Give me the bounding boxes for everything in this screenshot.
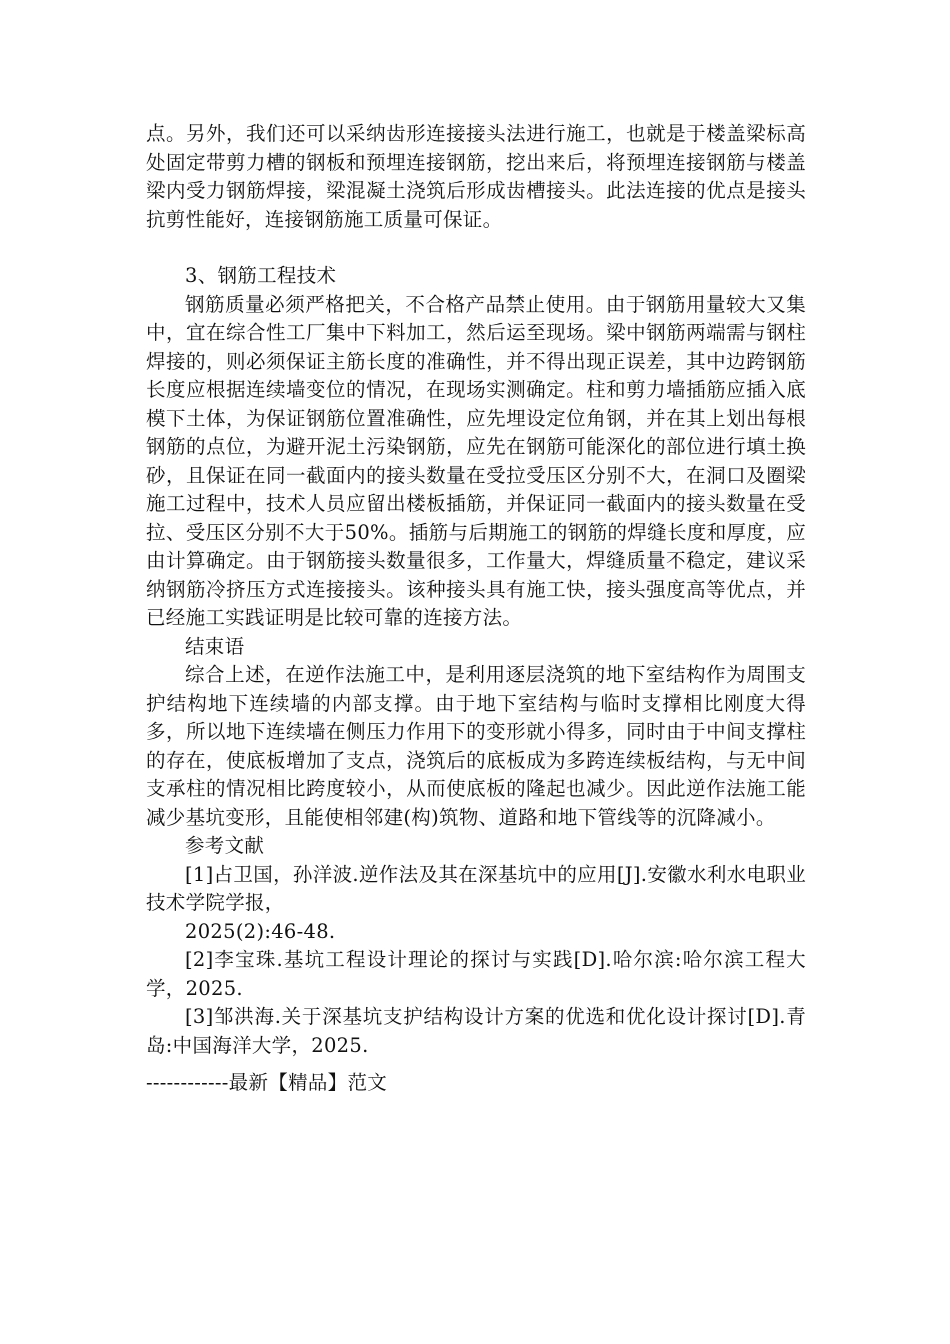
reference-item-1: [1]占卫国，孙洋波.逆作法及其在深基坑中的应用[J].安徽水利水电职业技术学院学报，	[146, 862, 806, 914]
section-heading-references: 参考文献	[185, 834, 265, 857]
paragraph-joint-method: 点。另外，我们还可以采纳齿形连接接头法进行施工，也就是于楼盖梁标高处固定带剪力槽的钢板和预埋连接钢筋，挖出来后，将预埋连接钢筋与楼盖梁内受力钢筋焊接，梁混凝土浇筑后形成齿槽接头。此法连接的优点是接头抗剪性能好，连接钢筋施工质量可保证。	[146, 122, 806, 231]
reference-item-1-pages: 2025(2):46-48.	[185, 919, 336, 943]
section-heading-steel: 3、钢筋工程技术	[185, 264, 337, 287]
reference-item-3: [3]邹洪海.关于深基坑支护结构设计方案的优选和优化设计探讨[D].青岛:中国海洋大学，2025.	[146, 1005, 806, 1057]
paragraph-conclusion: 综合上述，在逆作法施工中，是利用逐层浇筑的地下室结构作为周围支护结构地下连续墙的内部支撑。由于地下室结构与临时支撑相比刚度大得多，所以地下连续墙在侧压力作用下的变形就小得多，同时由于中间支撑柱的存在，使底板增加了支点，浇筑后的底板成为多跨连续板结构，与无中间支承柱的情况相比跨度较小，从而使底板的隆起也减少。因此逆作法施工能减少基坑变形，且能使相邻建(构)筑物、道路和地下管线等的沉降减小。	[146, 663, 806, 829]
reference-item-2: [2]李宝珠.基坑工程设计理论的探讨与实践[D].哈尔滨:哈尔滨工程大学，2025.	[146, 948, 806, 1000]
paragraph-spacer	[146, 234, 806, 262]
paragraph-steel-engineering: 钢筋质量必须严格把关，不合格产品禁止使用。由于钢筋用量较大又集中，宜在综合性工厂集中下料加工，然后运至现场。梁中钢筋两端需与钢柱焊接的，则必须保证主筋长度的准确性，并不得出现正误差，其中边跨钢筋长度应根据连续墙变位的情况，在现场实测确定。柱和剪力墙插筋应插入底模下土体，为保证钢筋位置准确性，应先埋设定位角钢，并在其上划出每根钢筋的点位，为避开泥土污染钢筋，应先在钢筋可能深化的部位进行填土换砂，且保证在同一截面内的接头数量在受拉受压区分别不大，在洞口及圈梁施工过程中，技术人员应留出楼板插筋，并保证同一截面内的接头数量在受拉、受压区分别不大于50%。插筋与后期施工的钢筋的焊缝长度和厚度，应由计算确定。由于钢筋接头数量很多，工作量大，焊缝质量不稳定，建议采纳钢筋冷挤压方式连接接头。该种接头具有施工快，接头强度高等优点，并已经施工实践证明是比较可靠的连接方法。	[146, 292, 806, 629]
document-body	[146, 120, 806, 1060]
footer-label: ------------最新【精品】范文	[146, 1071, 388, 1094]
section-heading-conclusion: 结束语	[185, 634, 245, 658]
